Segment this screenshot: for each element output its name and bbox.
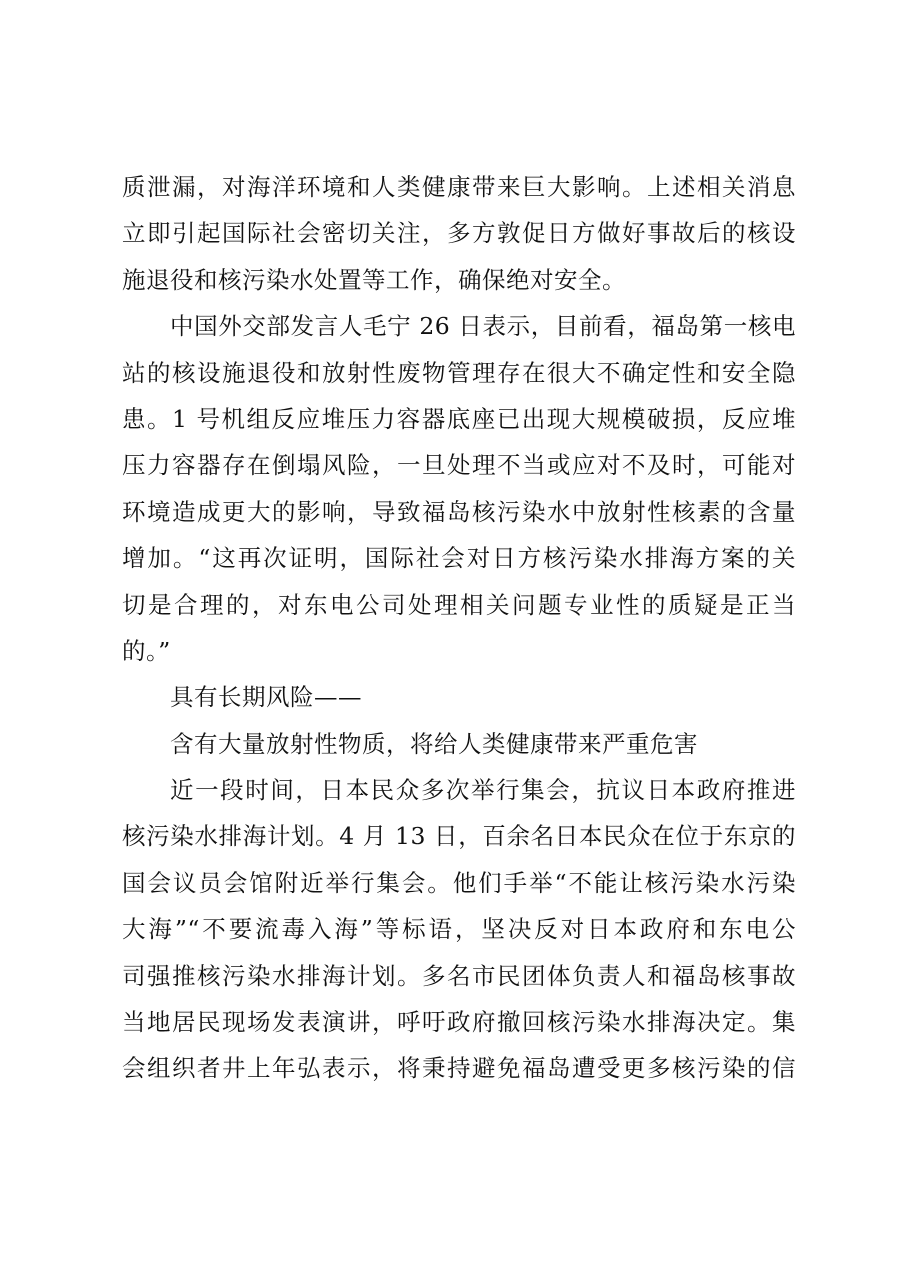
paragraph-first-line: 中国外交部发言人毛宁 26 日表示，目前看，福岛第一核电 (170, 312, 796, 341)
text-line: 核污染水排海计划。4 月 13 日，百余名日本民众在位于东京的 (122, 822, 796, 851)
text-line: 压力容器存在倒塌风险，一旦处理不当或应对不及时，可能对 (122, 451, 796, 480)
text-line: 会组织者井上年弘表示，将秉持避免福岛遭受更多核污染的信 (122, 1054, 796, 1083)
text-line: 司强推核污染水排海计划。多名市民团体负责人和福岛核事故 (122, 961, 796, 990)
text-line: 施退役和核污染水处置等工作，确保绝对安全。 (122, 265, 626, 294)
text-line: 站的核设施退役和放射性废物管理存在很大不确定性和安全隐 (122, 358, 796, 387)
text-line: 质泄漏，对海洋环境和人类健康带来巨大影响。上述相关消息 (122, 173, 796, 201)
document-body (122, 164, 796, 1092)
text-line: 的。” (122, 636, 171, 665)
text-line: 当地居民现场发表演讲，呼吁政府撤回核污染水排海决定。集 (122, 1008, 796, 1037)
text-line: 立即引起国际社会密切关注，多方敦促日方做好事故后的核设 (122, 219, 796, 248)
text-line: 大海”“不要流毒入海”等标语，坚决反对日本政府和东电公 (122, 915, 796, 944)
text-line: 增加。“这再次证明，国际社会对日方核污染水排海方案的关 (122, 544, 796, 573)
text-line: 切是合理的，对东电公司处理相关问题专业性的质疑是正当 (122, 590, 796, 619)
section-heading: 具有长期风险—— (170, 683, 362, 712)
text-line: 国会议员会馆附近举行集会。他们手举“不能让核污染水污染 (122, 868, 796, 897)
text-line: 患。1 号机组反应堆压力容器底座已出现大规模破损，反应堆 (122, 404, 796, 433)
section-subheading: 含有大量放射性物质，将给人类健康带来严重危害 (170, 729, 698, 758)
text-line: 环境造成更大的影响，导致福岛核污染水中放射性核素的含量 (122, 497, 796, 526)
paragraph-first-line: 近一段时间，日本民众多次举行集会，抗议日本政府推进 (170, 776, 796, 805)
